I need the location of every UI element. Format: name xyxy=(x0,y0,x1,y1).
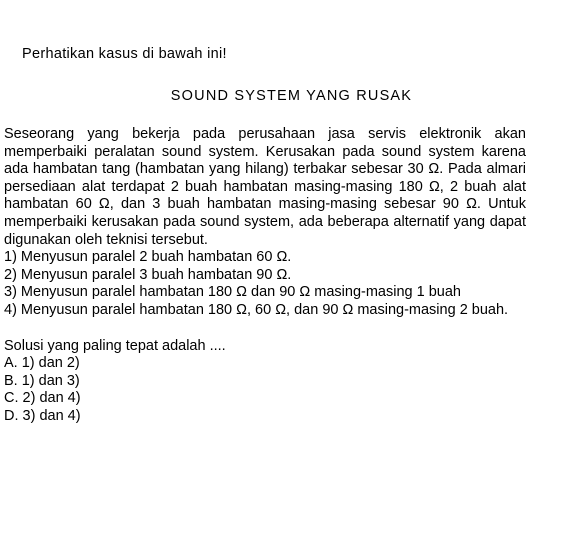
alternative-item: 2) Menyusun paralel 3 buah hambatan 90 Ω. xyxy=(4,266,292,283)
answer-option-a: A. 1) dan 2) xyxy=(4,355,80,372)
intro-text: Perhatikan kasus di bawah ini! xyxy=(22,46,227,62)
answer-option-d: D. 3) dan 4) xyxy=(4,407,81,424)
answer-options xyxy=(4,355,526,425)
case-paragraph: Seseorang yang bekerja pada perusahaan jasa servis elektronik akan memperbaiki peralatan sound system. Kerusakan pada sound system karena ada hambatan tang (hambatan yang hilang) terbakar sebesar 30 Ω. Pada almari persediaan alat terdapat 2 buah hambatan masing-masing 180 Ω, 2 buah alat hambatan 60 Ω, dan 3 buah hambatan masing-masing sebesar 90 Ω. Untuk memperbaiki kerusakan pada sound system, ada beberapa alternatif yang dapat digunakan oleh teknisi tersebut. xyxy=(4,126,526,248)
alternative-item: 1) Menyusun paralel 2 buah hambatan 60 Ω. xyxy=(4,249,292,266)
alternative-item: 4) Menyusun paralel hambatan 180 Ω, 60 Ω, dan 90 Ω masing-masing 2 buah. xyxy=(4,301,509,318)
alternative-item: 3) Menyusun paralel hambatan 180 Ω dan 90 Ω masing-masing 1 buah xyxy=(4,284,461,301)
alternatives-list xyxy=(4,249,526,319)
document-body xyxy=(4,126,526,426)
question-text: Solusi yang paling tepat adalah .... xyxy=(4,337,226,354)
case-title: SOUND SYSTEM YANG RUSAK xyxy=(170,88,413,104)
answer-option-c: C. 2) dan 4) xyxy=(4,390,81,407)
answer-option-b: B. 1) dan 3) xyxy=(4,372,80,389)
